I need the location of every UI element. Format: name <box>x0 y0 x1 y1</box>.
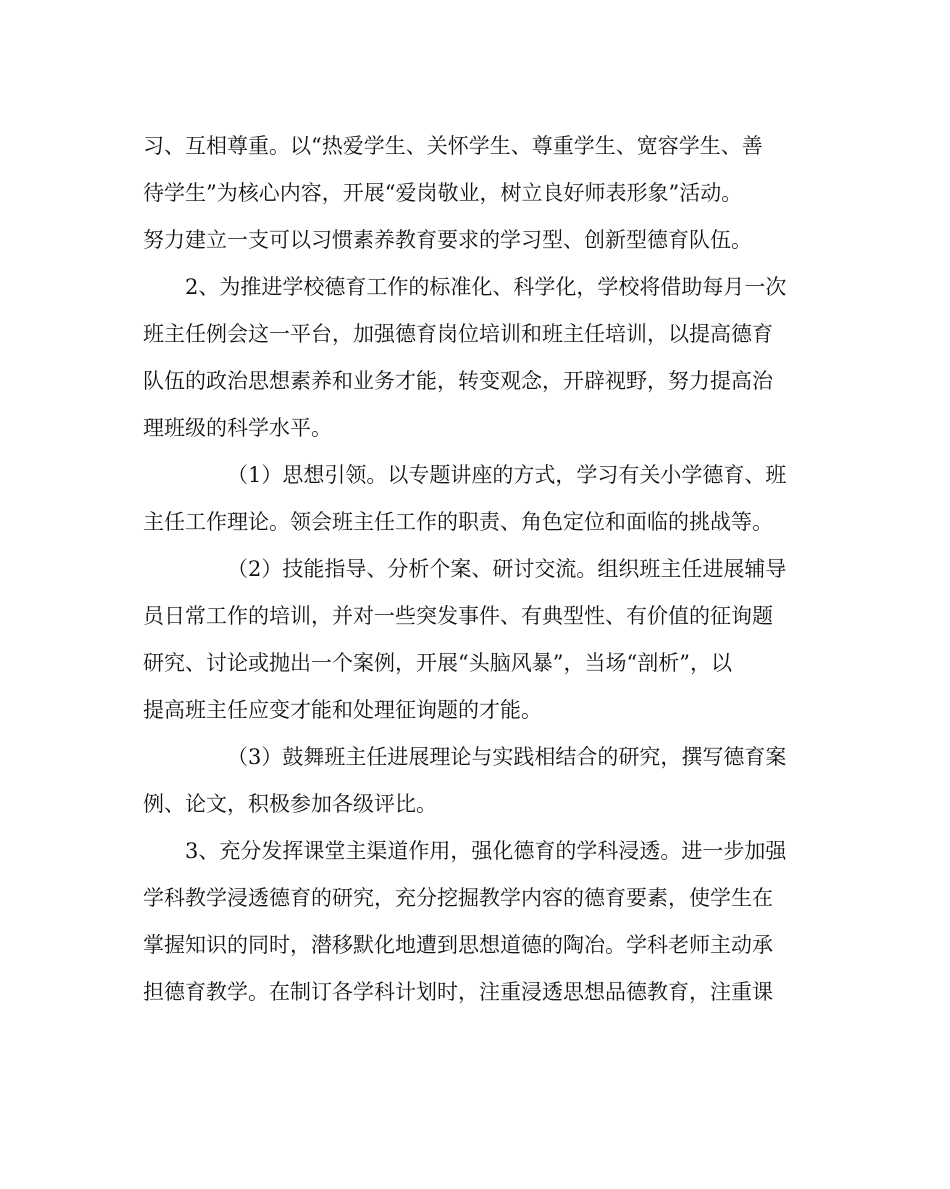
text-line: 学科教学浸透德育的研究，充分挖掘教学内容的德育要素，使学生在 <box>143 886 773 910</box>
text-line: 员日常工作的培训，并对一些突发事件、有典型性、有价值的征询题 <box>143 604 773 628</box>
text-line: 努力建立一支可以习惯素养教育要求的学习型、创新型德育队伍。 <box>143 228 752 252</box>
text-line: 待学生”为核心内容，开展“爱岗敬业，树立良好师表形象”活动。 <box>143 181 743 205</box>
subitem-2-first-line: （2）技能指导、分析个案、研讨交流。组织班主任进展辅导 <box>227 557 787 581</box>
paragraph-2-first-line: 2、为推进学校德育工作的标准化、科学化，学校将借助每月一次 <box>185 275 787 299</box>
text-line: 班主任例会这一平台，加强德育岗位培训和班主任培训，以提高德育 <box>143 322 773 346</box>
text-line: 主任工作理论。领会班主任工作的职责、角色定位和面临的挑战等。 <box>143 510 773 534</box>
text-line: 担德育教学。在制订各学科计划时，注重浸透思想品德教育，注重课 <box>143 980 773 1004</box>
text-line: 掌握知识的同时，潜移默化地遭到思想道德的陶冶。学科老师主动承 <box>143 933 773 957</box>
subitem-3-first-line: （3）鼓舞班主任进展理论与实践相结合的研究，撰写德育案 <box>227 745 787 769</box>
text-line: 理班级的科学水平。 <box>143 416 332 440</box>
paragraph-3-first-line: 3、充分发挥课堂主渠道作用，强化德育的学科浸透。进一步加强 <box>185 839 787 863</box>
text-line: 习、互相尊重。以“热爱学生、关怀学生、尊重学生、宽容学生、善 <box>143 134 763 158</box>
subitem-1-first-line: （1）思想引领。以专题讲座的方式，学习有关小学德育、班 <box>227 463 787 487</box>
text-line: 研究、讨论或抛出一个案例，开展“头脑风暴”，当场“剖析”，以 <box>143 651 732 675</box>
document-body <box>143 123 815 1016</box>
text-line: 例、论文，积极参加各级评比。 <box>143 792 437 816</box>
text-line: 队伍的政治思想素养和业务才能，转变观念，开辟视野，努力提高治 <box>143 369 773 393</box>
text-line: 提高班主任应变才能和处理征询题的才能。 <box>143 698 542 722</box>
